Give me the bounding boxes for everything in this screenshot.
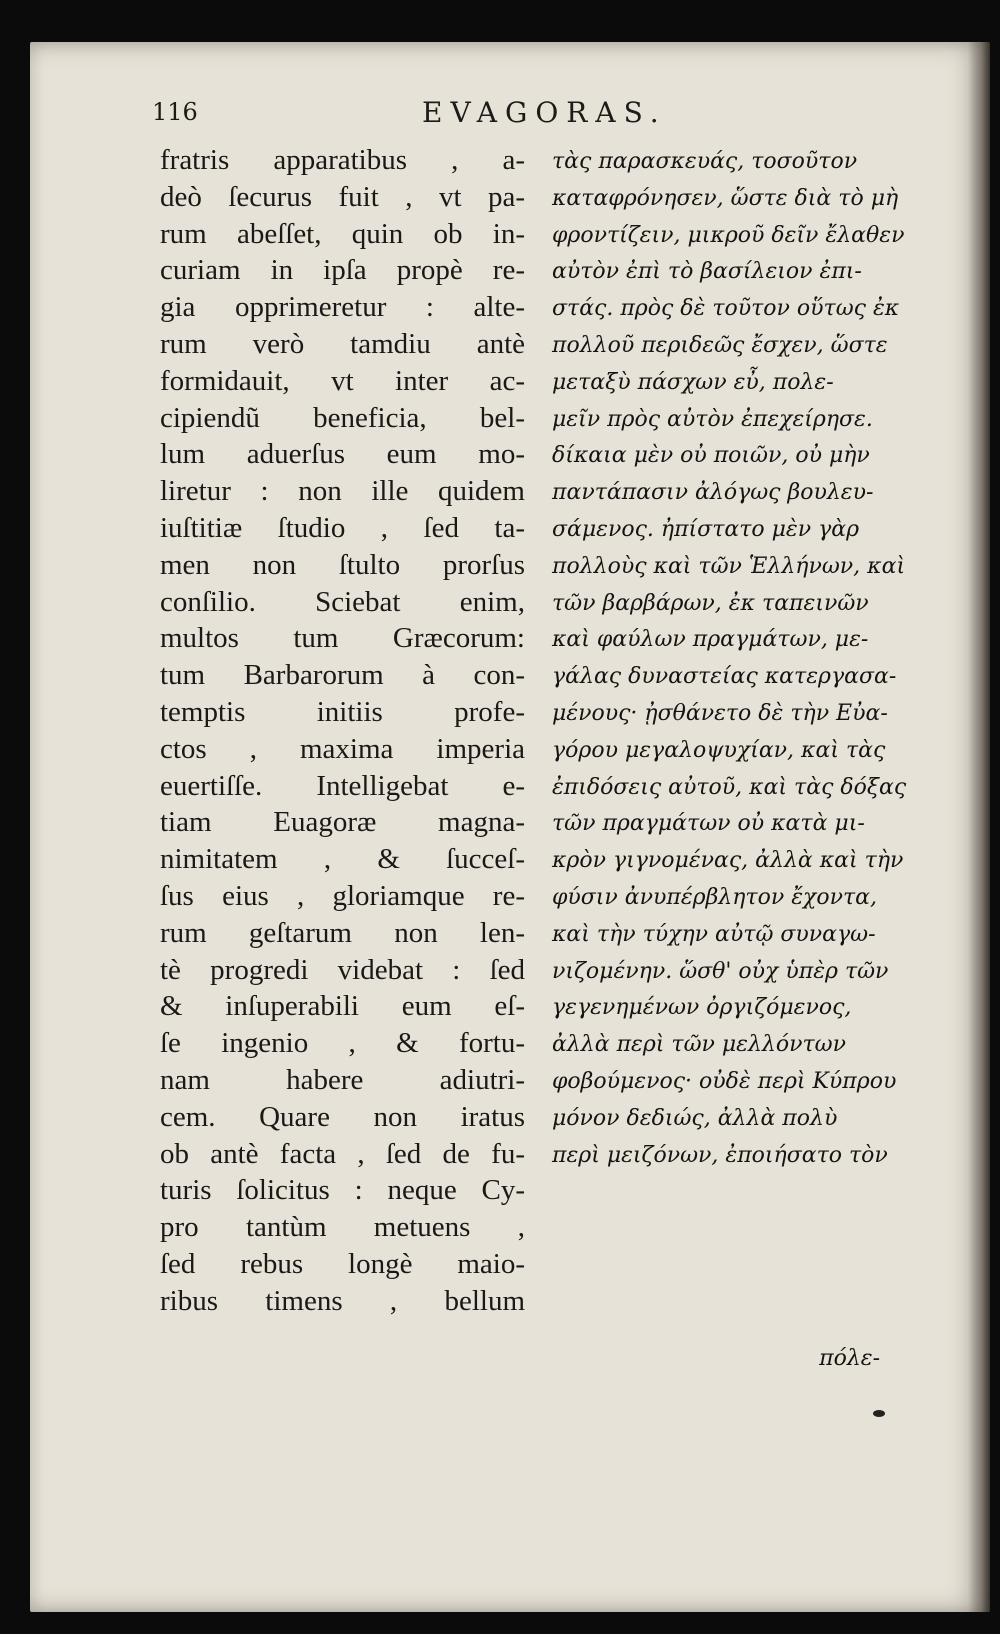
greek-text-line: ἐπιδόσεις αὐτοῦ, καὶ τὰς δόξας — [552, 774, 907, 800]
latin-text-line: tum Barbarorum à con- — [160, 659, 525, 692]
greek-text-line: καὶ φαύλων πραγμάτων, με- — [552, 627, 869, 653]
latin-text-line: nam habere adiutri- — [160, 1063, 525, 1096]
latin-text-line: ſed rebus longè maio- — [160, 1247, 525, 1280]
greek-text-line: τῶν πραγμάτων οὐ κατὰ μι- — [552, 811, 865, 837]
greek-text-line: πολλοῦ περιδεῶς ἔσχεν, ὥστε — [552, 332, 888, 358]
latin-text-line: tè progredi videbat : ſed — [160, 953, 525, 986]
latin-text-line: cipiendũ beneficia, bel- — [160, 401, 525, 434]
latin-column — [160, 142, 525, 1320]
greek-text-line: μεῖν πρὸς αὐτὸν ἐπεχείρησε. — [552, 406, 873, 432]
running-title: EVAGORAS. — [422, 96, 667, 129]
greek-text-line: γάλας δυναστείας κατεργασα- — [552, 664, 897, 690]
greek-text-line: δίκαια μὲν οὐ ποιῶν, οὐ μὴν — [552, 443, 870, 469]
greek-text-line: παντάπασιν ἀλόγως βουλευ- — [552, 480, 874, 506]
greek-text-line: αὐτὸν ἐπὶ τὸ βασίλειον ἐπι- — [552, 259, 862, 285]
greek-text-line: τῶν βαρβάρων, ἐκ ταπεινῶν — [552, 590, 869, 616]
greek-text-line: γεγενημένων ὀργιζόμενος, — [552, 995, 852, 1021]
greek-text-line: πολλοὺς καὶ τῶν Ἑλλήνων, καὶ — [552, 553, 906, 579]
greek-text-line: περὶ μειζόνων, ἐποιήσατο τὸν — [552, 1142, 888, 1168]
greek-column — [552, 144, 927, 1174]
latin-text-line: gia opprimeretur : alte- — [160, 291, 525, 324]
latin-text-line: ſus eius , gloriamque re- — [160, 879, 525, 912]
greek-text-line: γόρου μεγαλοψυχίαν, καὶ τὰς — [552, 737, 886, 763]
greek-text-line: μεταξὺ πάσχων εὖ, πολε- — [552, 369, 834, 395]
latin-text-line: men non ſtulto prorſus — [160, 548, 525, 581]
latin-text-line: ribus timens , bellum — [160, 1284, 525, 1317]
greek-text-line: ἀλλὰ περὶ τῶν μελλόντων — [552, 1032, 846, 1058]
greek-text-line: μένους· ᾐσθάνετο δὲ τὴν Εὐα- — [552, 700, 888, 726]
latin-text-line: conſilio. Sciebat enim, — [160, 585, 525, 618]
greek-text-line: καταφρόνησεν, ὥστε διὰ τὸ μὴ — [552, 185, 899, 211]
latin-text-line: curiam in ipſa propè re- — [160, 254, 525, 287]
catchword: πόλε- — [819, 1346, 880, 1371]
latin-text-line: rum verò tamdiu antè — [160, 327, 525, 360]
latin-text-line: pro tantùm metuens , — [160, 1211, 525, 1244]
latin-text-line: ſe ingenio , & fortu- — [160, 1027, 525, 1060]
latin-text-line: tiam Euagoræ magna- — [160, 806, 525, 839]
latin-text-line: & inſuperabili eum eſ- — [160, 990, 525, 1023]
latin-text-line: euertiſſe. Intelligebat e- — [160, 769, 525, 802]
latin-text-line: multos tum Græcorum: — [160, 622, 525, 655]
latin-text-line: cem. Quare non iratus — [160, 1100, 525, 1133]
greek-text-line: φύσιν ἀνυπέρβλητον ἔχοντα, — [552, 884, 877, 910]
greek-text-line: φοβούμενος· οὐδὲ περὶ Κύπρου — [552, 1068, 897, 1094]
greek-text-line: φροντίζειν, μικροῦ δεῖν ἔλαθεν — [552, 222, 905, 248]
latin-text-line: fratris apparatibus , a- — [160, 144, 525, 176]
latin-text-line: rum geſtarum non len- — [160, 916, 525, 949]
latin-text-line: rum abeſſet, quin ob in- — [160, 217, 525, 250]
latin-text-line: ob antè facta , ſed de fu- — [160, 1137, 525, 1170]
latin-text-line: deò ſecurus fuit , vt pa- — [160, 180, 525, 213]
greek-text-line: τὰς παρασκευάς, τοσοῦτον — [552, 149, 858, 174]
ornament-mark — [873, 1410, 885, 1417]
greek-text-line: καὶ τὴν τύχην αὐτῷ συναγω- — [552, 921, 876, 947]
greek-text-line: στάς. πρὸς δὲ τοῦτον οὕτως ἐκ — [552, 296, 900, 322]
page-number: 116 — [152, 98, 198, 126]
greek-text-line: νιζομένην. ὥσθ' οὐχ ὑπὲρ τῶν — [552, 958, 889, 984]
greek-text-line: μόνον δεδιώς, ἀλλὰ πολὺ — [552, 1105, 838, 1131]
running-head — [152, 92, 692, 132]
latin-text-line: formidauit, vt inter ac- — [160, 364, 525, 397]
latin-text-line: nimitatem , & ſucceſ- — [160, 843, 525, 876]
greek-text-line: κρὸν γιγνομένας, ἀλλὰ καὶ τὴν — [552, 848, 904, 874]
latin-text-line: lum aduerſus eum mo- — [160, 438, 525, 471]
page-edge-shadow — [968, 42, 990, 1612]
latin-text-line: temptis initiis profe- — [160, 695, 525, 728]
greek-text-line: σάμενος. ἠπίστατο μὲν γὰρ — [552, 516, 860, 542]
latin-text-line: ctos , maxima imperia — [160, 732, 525, 765]
latin-text-line: iuſtitiæ ſtudio , ſed ta- — [160, 511, 525, 544]
latin-text-line: liretur : non ille quidem — [160, 475, 525, 508]
latin-text-line: turis ſolicitus : neque Cy- — [160, 1174, 525, 1207]
